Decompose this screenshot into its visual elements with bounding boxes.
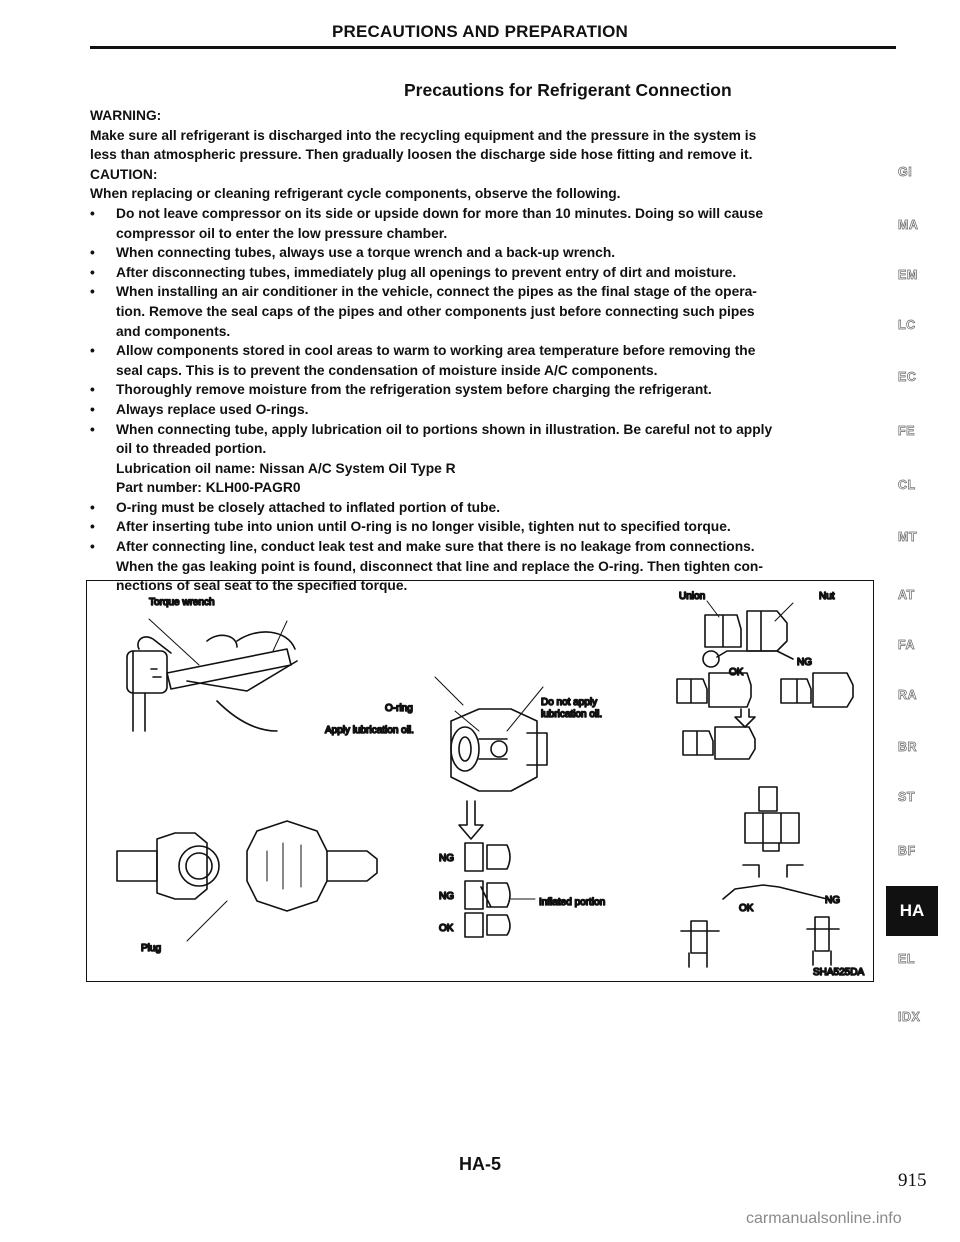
bullet-item: • After disconnecting tubes, immediately plug all openings to prevent entry of dirt and moisture. xyxy=(90,263,890,283)
illustration-figure xyxy=(86,580,874,982)
side-tab[interactable]: BF xyxy=(898,844,916,858)
watermark-text: carmanualsonline.info xyxy=(746,1210,902,1227)
bullet-continuation: tion. Remove the seal caps of the pipes and other components just before connecting such pipes xyxy=(116,303,755,319)
bullet-item: • Thoroughly remove moisture from the refrigeration system before charging the refrigerant. xyxy=(90,380,890,400)
label-torque-wrench: Torque wrench xyxy=(149,597,215,608)
label-ok-1: OK xyxy=(439,923,454,934)
bullet-continuation: seal caps. This is to prevent the condensation of moisture inside A/C components. xyxy=(116,362,658,378)
side-tab[interactable]: MT xyxy=(898,530,918,544)
bullet-continuation: Lubrication oil name: Nissan A/C System Oil Type R xyxy=(116,460,456,476)
label-ok-3: OK xyxy=(739,903,754,914)
label-ng-2: NG xyxy=(439,891,454,902)
bullet-continuation: When the gas leaking point is found, disconnect that line and replace the O-ring. Then tighten con- xyxy=(116,558,763,574)
section-title: Precautions for Refrigerant Connection xyxy=(404,80,732,100)
label-nut: Nut xyxy=(819,591,835,602)
bullet-item: • Always replace used O-rings. xyxy=(90,400,890,420)
caution-label: CAUTION: xyxy=(90,166,158,182)
bullet-continuation: Part number: KLH00-PAGR0 xyxy=(116,480,301,496)
bullet-item: • After inserting tube into union until O-ring is no longer visible, tighten nut to specified torque. xyxy=(90,517,890,537)
bullet-item: • When connecting tubes, always use a torque wrench and a back-up wrench. xyxy=(90,243,890,263)
footer-page-label: HA-5 xyxy=(458,1154,501,1174)
bullet-item: • When connecting tube, apply lubrication oil to portions shown in illustration. Be careful not to apply xyxy=(90,420,890,440)
side-tab[interactable]: FA xyxy=(898,638,915,652)
side-tab[interactable]: ST xyxy=(898,790,915,804)
label-ng-3: NG xyxy=(797,657,812,668)
side-tab[interactable]: CL xyxy=(898,478,916,492)
label-o-ring: O-ring xyxy=(385,703,413,714)
side-tab[interactable]: EC xyxy=(898,370,917,384)
o-ring-position-examples xyxy=(465,843,535,937)
label-union: Union xyxy=(679,591,706,602)
label-apply-lubrication: Apply lubrication oil. xyxy=(325,725,414,736)
label-do-not-apply: Do not apply xyxy=(541,697,598,708)
bullet-item: • O-ring must be closely attached to inflated portion of tube. xyxy=(90,498,890,518)
o-ring-fitting-drawing xyxy=(435,677,547,839)
figure-code: SHA525DA xyxy=(813,967,865,978)
plug-fittings-drawing xyxy=(117,821,377,941)
label-plug: Plug xyxy=(141,943,162,954)
side-tab[interactable]: GI xyxy=(898,165,913,179)
side-tab[interactable]: BR xyxy=(898,740,918,754)
side-tab-active[interactable]: HA xyxy=(886,886,938,936)
side-tab[interactable]: FE xyxy=(898,424,915,438)
caution-intro: When replacing or cleaning refrigerant cycle components, observe the following. xyxy=(90,186,621,202)
header-rule xyxy=(90,46,896,49)
warning-line: Make sure all refrigerant is discharged into the recycling equipment and the pressure in the system is xyxy=(90,127,757,143)
warning-label: WARNING: xyxy=(90,108,162,123)
bullet-item: • Allow components stored in cool areas to warm to working area temperature before removing the xyxy=(90,341,890,361)
label-ng-1: NG xyxy=(439,853,454,864)
label-ok-2: OK xyxy=(729,667,744,678)
warning-line: less than atmospheric pressure. Then gradually loosen the discharge side hose fitting and remove it. xyxy=(90,147,753,163)
bullet-continuation: compressor oil to enter the low pressure chamber. xyxy=(116,225,448,241)
side-tab[interactable]: MA xyxy=(898,218,919,232)
label-inflated-portion: Inflated portion xyxy=(539,897,606,908)
body-text xyxy=(90,106,890,596)
label-ng-4: NG xyxy=(825,895,840,906)
torque-wrench-drawing xyxy=(127,619,297,731)
side-tab[interactable]: AT xyxy=(898,588,915,602)
bullet-item: • After connecting line, conduct leak test and make sure that there is no leakage from connections. xyxy=(90,537,890,557)
footer-page-number: 915 xyxy=(898,1170,927,1191)
bullet-continuation: oil to threaded portion. xyxy=(116,441,267,457)
side-tab[interactable]: LC xyxy=(898,318,916,332)
side-tab[interactable]: EM xyxy=(898,268,918,282)
illustration-drawing xyxy=(87,581,875,983)
bullet-list xyxy=(90,204,890,596)
union-nut-drawing xyxy=(677,601,853,759)
page-header-title: PRECAUTIONS AND PREPARATION xyxy=(332,22,628,41)
seal-seat-drawing xyxy=(681,787,839,967)
bullet-continuation: and components. xyxy=(116,323,231,339)
side-tab[interactable]: EL xyxy=(898,952,915,966)
bullet-item: • Do not leave compressor on its side or upside down for more than 10 minutes. Doing so will cause xyxy=(90,204,890,224)
side-tab[interactable]: RA xyxy=(898,688,918,702)
bullet-continuation: nections of seal seat to the specified torque. xyxy=(116,578,408,594)
side-tab[interactable]: IDX xyxy=(898,1010,921,1024)
bullet-item: • When installing an air conditioner in the vehicle, connect the pipes as the final stage of the opera- xyxy=(90,282,890,302)
label-do-not-apply-2: lubrication oil. xyxy=(541,709,603,720)
